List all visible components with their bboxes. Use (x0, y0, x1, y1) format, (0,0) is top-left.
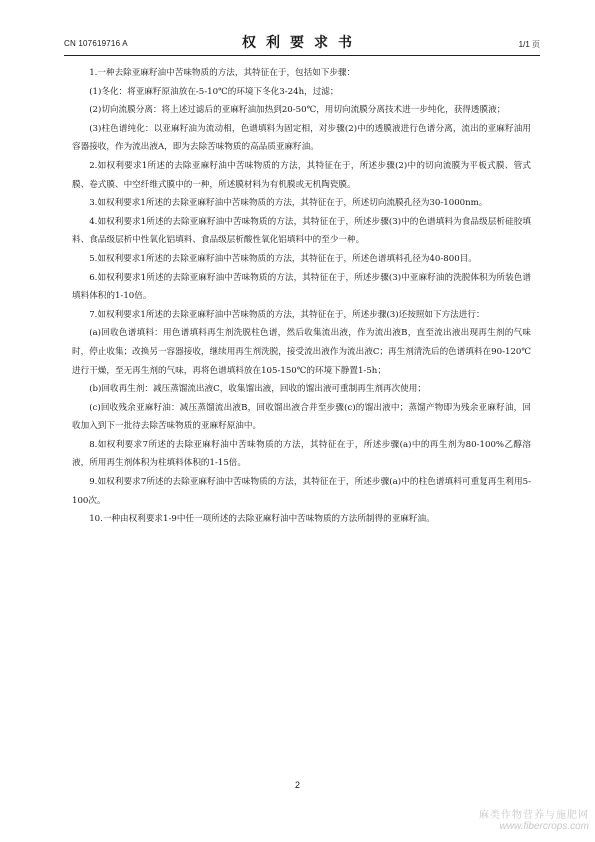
claims-body (72, 64, 531, 529)
claim-paragraph: 10.一种由权利要求1-9中任一项所述的去除亚麻籽油中苦味物质的方法所制得的亚麻籽油。 (89, 514, 435, 525)
document-number: CN 107619716 A (64, 39, 128, 48)
claim-paragraph: (c)回收残余亚麻籽油：减压蒸馏流出液B，回收馏出液合并至步骤(c)的馏出液中；蒸馏产物即为残余亚麻籽油，回收加入到下一批待去除苦味物质的亚麻籽原油中。 (72, 402, 531, 432)
claim-paragraph: 2.如权利要求1所述的去除亚麻籽油中苦味物质的方法，其特征在于，所述步骤(2)中的切向流膜为平板式膜、管式膜、卷式膜、中空纤维式膜中的一种，所述膜材料为有机膜或无机陶瓷膜。 (72, 160, 531, 190)
header-divider (64, 55, 540, 56)
page-header (64, 30, 540, 52)
watermark (479, 806, 589, 832)
claim-paragraph: (a)回收色谱填料：用色谱填料再生剂洗脱柱色谱，然后收集流出液，作为流出液B，直至流出液出现再生剂的气味时，停止收集；改换另一容器接收，继续用再生剂洗脱，接受流出液作为流出液C；再生剂清洗后的色谱填料在90-120℃进行干燥，至无再生剂的气味，再将色谱填料放在105-150℃的环境下静置1-5h； (72, 328, 531, 376)
page-info: 1/1 页 (518, 40, 540, 49)
claim-paragraph: (1)冬化：将亚麻籽原油放在-5-10℃的环境下冬化3-24h，过滤； (89, 86, 339, 97)
claim-paragraph: (2)切向流膜分离：将上述过滤后的亚麻籽油加热到20-50℃，用切向流膜分离技术进一步纯化，获得透膜液； (89, 105, 506, 116)
claim-paragraph: 8.如权利要求7所述的去除亚麻籽油中苦味物质的方法，其特征在于，所述步骤(a)中的再生剂为80-100%乙醇溶液，所用再生剂体积为柱填料体积的1-15倍。 (72, 439, 531, 469)
page-number: 2 (294, 780, 300, 790)
watermark-url: www.fibercrops.com (499, 821, 589, 832)
claim-paragraph: 3.如权利要求1所述的去除亚麻籽油中苦味物质的方法，其特征在于，所述切向流膜孔径为30-1000nm。 (89, 198, 488, 209)
claim-paragraph: 6.如权利要求1所述的去除亚麻籽油中苦味物质的方法，其特征在于，所述步骤(3)中亚麻籽油的洗脱体积为所装色谱填料体积的1-10倍。 (72, 272, 531, 302)
claim-paragraph: 4.如权利要求1所述的去除亚麻籽油中苦味物质的方法，其特征在于，所述步骤(3)中的色谱填料为食品级层析硅胶填料、食品级层析中性氧化铝填料、食品级层析酸性氧化铝填料中的至少一种。 (72, 216, 531, 246)
document-title: 权利要求书 (242, 35, 362, 51)
claim-paragraph: (3)柱色谱纯化：以亚麻籽油为流动相，色谱填料为固定相，对步骤(2)中的透膜液进行色谱分离，流出的亚麻籽油用容器接收，作为流出液A，即为去除苦味物质的高品质亚麻籽油。 (72, 123, 531, 153)
claim-paragraph: 9.如权利要求7所述的去除亚麻籽油中苦味物质的方法，其特征在于，所述步骤(a)中的柱色谱填料可重复再生利用5-100次。 (72, 477, 531, 506)
watermark-site-name: 麻类作物营养与施肥网 (479, 810, 589, 821)
claim-paragraph: 1.一种去除亚麻籽油中苦味物质的方法，其特征在于，包括如下步骤： (89, 68, 356, 78)
claim-paragraph: (b)回收再生剂：减压蒸馏流出液C，收集馏出液，回收的馏出液可重制再生剂再次使用； (89, 384, 426, 395)
claim-paragraph: 7.如权利要求1所述的去除亚麻籽油中苦味物质的方法，其特征在于，所述步骤(3)还按照如下方法进行： (89, 309, 485, 320)
claim-paragraph: 5.如权利要求1所述的去除亚麻籽油中苦味物质的方法，其特征在于，所述色谱填料孔径为40-800目。 (89, 253, 477, 264)
